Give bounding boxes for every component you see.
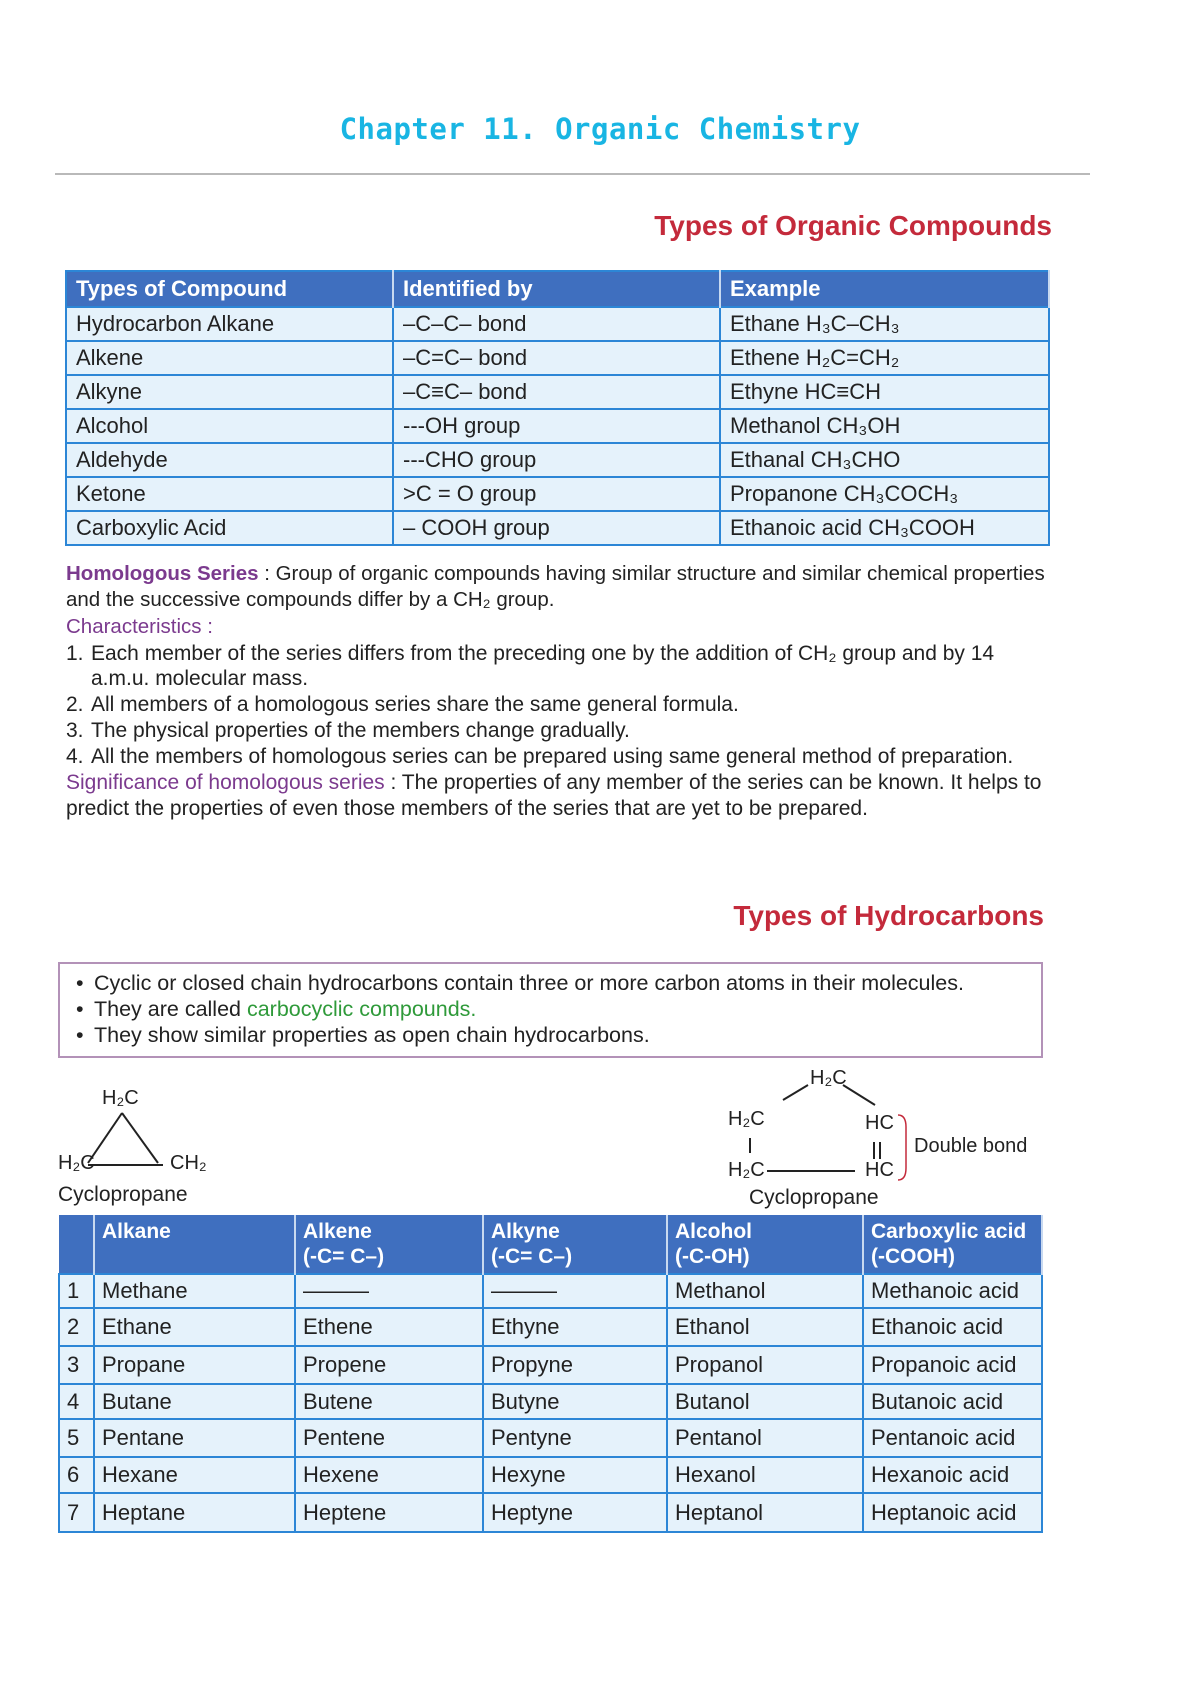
- column-header: [863, 1215, 1042, 1274]
- table-cell: Butene: [295, 1384, 483, 1419]
- table-cell: Methanol CH₃OH: [720, 409, 1049, 443]
- table-cell: Carboxylic Acid: [66, 511, 393, 545]
- bullet-text: [94, 996, 476, 1022]
- section-heading-hydrocarbons: Types of Hydrocarbons: [733, 900, 1044, 931]
- table-cell: ———: [483, 1274, 667, 1308]
- table-cell: Alkene: [66, 341, 393, 375]
- list-item: [66, 692, 1056, 717]
- list-item-number: 2.: [66, 693, 84, 716]
- table-cell: –C–C– bond: [393, 307, 720, 341]
- significance-label: Significance of homologous series: [66, 771, 385, 794]
- table-cell: Ethene: [295, 1308, 483, 1346]
- table-cell: Methanoic acid: [863, 1274, 1042, 1308]
- characteristics-list: [66, 641, 1056, 769]
- list-item: [66, 641, 1056, 691]
- table-cell: Ethanoic acid CH₃COOH: [720, 511, 1049, 545]
- organic-compounds-table: [65, 270, 1050, 546]
- table-row: [59, 1274, 1042, 1308]
- bullet-text-main: Cyclic or closed chain hydrocarbons contain three or more carbon atoms in their molecules.: [94, 971, 964, 995]
- table-cell: ---OH group: [393, 409, 720, 443]
- table-cell: Butane: [94, 1384, 295, 1419]
- table-cell: Alkyne: [66, 375, 393, 409]
- row-number: 7: [59, 1493, 94, 1532]
- list-item-text: The physical properties of the members change gradually.: [91, 719, 630, 742]
- table-row: [59, 1308, 1042, 1346]
- list-item-text: Each member of the series differs from the preceding one by the addition of CH₂ group and by 14 a.m.u. molecular mass.: [91, 642, 995, 690]
- table-cell: Butanoic acid: [863, 1384, 1042, 1419]
- column-header-subtitle: (-C= C–): [303, 1245, 385, 1268]
- table-cell: Ketone: [66, 477, 393, 511]
- table-cell: Methanol: [667, 1274, 863, 1308]
- bullet-item: [76, 996, 1025, 1022]
- diagram-caption: Cyclopropane: [58, 1183, 188, 1206]
- table-cell: Pentanol: [667, 1419, 863, 1457]
- list-item-number: 4.: [66, 745, 84, 768]
- column-header-subtitle: (-C= C–): [491, 1245, 573, 1268]
- table-cell: Heptanoic acid: [863, 1493, 1042, 1532]
- table-cell: Pentanoic acid: [863, 1419, 1042, 1457]
- bullet-text-highlight: carbocyclic compounds.: [246, 997, 477, 1021]
- table-row: [59, 1384, 1042, 1419]
- cyclopropane-diagram-1: [58, 1085, 258, 1205]
- atom-label: H₂C: [810, 1067, 847, 1089]
- row-number: 5: [59, 1419, 94, 1457]
- table-cell: Propanone CH₃COCH₃: [720, 477, 1049, 511]
- bullet-item: [76, 970, 1025, 996]
- table-row: [66, 409, 1049, 443]
- table-cell: Propyne: [483, 1346, 667, 1384]
- table-cell: – COOH group: [393, 511, 720, 545]
- column-header-title: Alkane: [102, 1220, 171, 1243]
- table-cell: Hexene: [295, 1457, 483, 1493]
- title-divider: [55, 173, 1090, 175]
- section-heading-organic-compounds: Types of Organic Compounds: [654, 210, 1052, 241]
- table-row: [66, 307, 1049, 341]
- table-cell: Ethanoic acid: [863, 1308, 1042, 1346]
- column-header-subtitle: (-COOH): [871, 1245, 955, 1268]
- table-row: [66, 443, 1049, 477]
- table-cell: Butyne: [483, 1384, 667, 1419]
- column-header-number: [59, 1215, 94, 1274]
- column-header-title: Alcohol: [675, 1220, 752, 1243]
- homologous-definition-text: : Group of organic compounds having similar structure and similar chemical properties and the successive compounds differ by a CH₂ group.: [66, 562, 1045, 611]
- table-cell: Ethanal CH₃CHO: [720, 443, 1049, 477]
- significance-paragraph: [66, 770, 1056, 822]
- atom-label: HC: [865, 1159, 894, 1181]
- table-cell: Pentyne: [483, 1419, 667, 1457]
- table-cell: Ethane: [94, 1308, 295, 1346]
- homologous-definition: [66, 561, 1056, 613]
- table-cell: Pentene: [295, 1419, 483, 1457]
- bullet-text-main: They show similar properties as open chain hydrocarbons.: [94, 1023, 650, 1047]
- bullet-text: [94, 1022, 650, 1048]
- table-cell: Butanol: [667, 1384, 863, 1419]
- bullet-text-main: They are called: [94, 997, 247, 1021]
- atom-label: H₂C: [728, 1159, 765, 1181]
- table-cell: Hexanol: [667, 1457, 863, 1493]
- list-item-number: 3.: [66, 719, 84, 742]
- row-number: 3: [59, 1346, 94, 1384]
- list-item-number: 1.: [66, 642, 84, 665]
- atom-label: H₂C: [58, 1152, 95, 1174]
- table-row: [66, 375, 1049, 409]
- column-header: Example: [720, 271, 1049, 307]
- atom-label: HC: [865, 1112, 894, 1134]
- bullet-text: [94, 970, 964, 996]
- diagram-caption: Cyclopropane: [749, 1186, 879, 1209]
- bullet-icon: •: [76, 971, 84, 995]
- table-cell: Heptyne: [483, 1493, 667, 1532]
- table-cell: ———: [295, 1274, 483, 1308]
- table-row: [59, 1493, 1042, 1532]
- table-cell: Alcohol: [66, 409, 393, 443]
- table-cell: Propene: [295, 1346, 483, 1384]
- table-cell: Propanol: [667, 1346, 863, 1384]
- homologous-series-section: [66, 561, 1056, 822]
- carbocyclic-info-box: [58, 962, 1043, 1058]
- column-header: Types of Compound: [66, 271, 393, 307]
- table-cell: Pentane: [94, 1419, 295, 1457]
- table-cell: Hexyne: [483, 1457, 667, 1493]
- column-header-subtitle: (-C-OH): [675, 1245, 750, 1268]
- column-header-title: Alkene: [303, 1220, 372, 1243]
- table-cell: Hydrocarbon Alkane: [66, 307, 393, 341]
- row-number: 6: [59, 1457, 94, 1493]
- table-cell: Ethane H₃C–CH₃: [720, 307, 1049, 341]
- bullet-item: [76, 1022, 1025, 1048]
- table-row: [66, 341, 1049, 375]
- characteristics-label: Characteristics :: [66, 615, 213, 638]
- homologous-series-table: [58, 1215, 1043, 1533]
- column-header-title: Carboxylic acid: [871, 1220, 1027, 1243]
- table-row: [59, 1346, 1042, 1384]
- table-cell: Propanoic acid: [863, 1346, 1042, 1384]
- table-row: [66, 477, 1049, 511]
- list-item-text: All members of a homologous series share the same general formula.: [91, 693, 739, 716]
- list-item: [66, 718, 1056, 743]
- list-item-text: All the members of homologous series can be prepared using same general method of preparation.: [91, 745, 1014, 768]
- significance-text: : The properties of any member of the series can be known. It helps to predict the properties of even those members of the series that are yet to be prepared.: [66, 771, 1042, 820]
- column-header-title: Alkyne: [491, 1220, 560, 1243]
- double-bond-note: Double bond: [914, 1135, 1028, 1157]
- row-number: 4: [59, 1384, 94, 1419]
- table-cell: –C=C– bond: [393, 341, 720, 375]
- table-cell: Heptane: [94, 1493, 295, 1532]
- table-row: [66, 511, 1049, 545]
- table-cell: Ethene H₂C=CH₂: [720, 341, 1049, 375]
- atom-label: H₂C: [728, 1108, 765, 1130]
- table-cell: –C≡C– bond: [393, 375, 720, 409]
- bullet-icon: •: [76, 1023, 84, 1047]
- column-header: [94, 1215, 295, 1274]
- table-cell: Ethanol: [667, 1308, 863, 1346]
- cyclopropane-diagram-2: [725, 1065, 1055, 1215]
- chapter-title: Chapter 11. Organic Chemistry: [339, 112, 861, 146]
- table-cell: Ethyne HC≡CH: [720, 375, 1049, 409]
- table-row: [59, 1419, 1042, 1457]
- table-cell: Heptene: [295, 1493, 483, 1532]
- table-header-row: [66, 271, 1049, 307]
- table-row: [59, 1457, 1042, 1493]
- atom-label: CH₂: [170, 1152, 207, 1174]
- homologous-term: Homologous Series: [66, 562, 259, 585]
- table-header-row: [59, 1215, 1042, 1274]
- table-cell: Ethyne: [483, 1308, 667, 1346]
- table-cell: Heptanol: [667, 1493, 863, 1532]
- table-cell: Aldehyde: [66, 443, 393, 477]
- column-header: [483, 1215, 667, 1274]
- row-number: 1: [59, 1274, 94, 1308]
- row-number: 2: [59, 1308, 94, 1346]
- list-item: [66, 744, 1056, 769]
- table-cell: Hexanoic acid: [863, 1457, 1042, 1493]
- table-cell: Methane: [94, 1274, 295, 1308]
- table-cell: ---CHO group: [393, 443, 720, 477]
- column-header: [667, 1215, 863, 1274]
- table-cell: Propane: [94, 1346, 295, 1384]
- column-header: [295, 1215, 483, 1274]
- bullet-icon: •: [76, 997, 84, 1021]
- table-cell: Hexane: [94, 1457, 295, 1493]
- column-header: Identified by: [393, 271, 720, 307]
- atom-label: H₂C: [102, 1087, 139, 1109]
- table-cell: >C = O group: [393, 477, 720, 511]
